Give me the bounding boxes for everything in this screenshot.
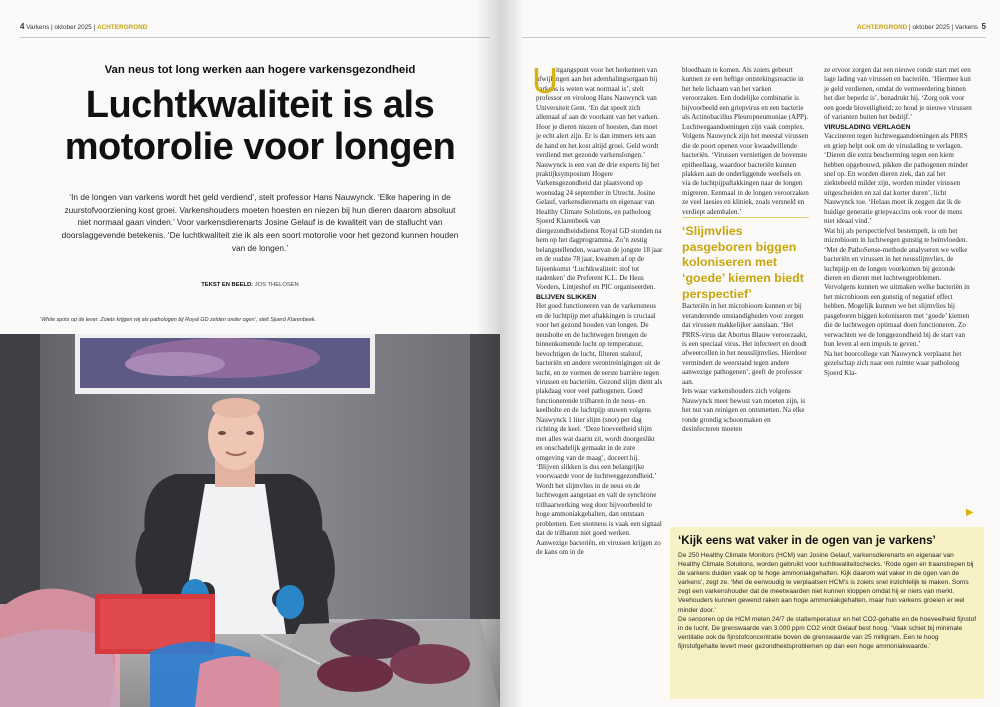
sidebar-box (670, 527, 984, 699)
body-paragraph: ze ervoor zorgen dat een nieuwe ronde start met een lage lading van virussen en bacteriën. ‘Hiermee kun je geld verdienen, omdat de vermeerdering binnen het dier beperkt is’, benadrukt hij. ‘Zorg ook voor een goede bioveiligheid; zo houd je nieuwe virussen of varianten buiten het bedrijf.’ (824, 66, 972, 122)
body-paragraph: Het goed functioneren van de varkensneus en de luchtpijp met aftakkingen is cruciaal voor het gezond houden van longen. De neusholte en de luchtwegen brengen de binnenkomende lucht op temperatuur, bevochtigen de lucht, filteren stalstof, bacteriën en andere verontreinigingen uit de lucht, en ze vormen de eerste barrière tegen virussen en bacteriën. Gezond slijm dient als plakdaag voor veel pathogenen. Goed functionerende trilharen in de neus- en keelholte en de luchtpijp stuwen volgens Nauwynck 1 liter slijm (snot) per dag richting de keel. ‘Deze hoeveelheid slijm met alles wat daarin zit, wordt doorgeslikt en onschadelijk gemaakt in de zure omgeving van de maag’, doceert hij. ‘Blijven slikken is dus een belangrijke voorwaarde voor de luchtweggezondheid.’ (536, 302, 663, 481)
page-number: 5 (981, 22, 986, 31)
article-credit (0, 282, 500, 288)
headline-line1-rest: is als (332, 84, 435, 126)
body-column-1 (532, 60, 663, 558)
body-paragraph: Nauwynck is een van de drie experts bij het praktijksymposium Hogere Varkensgezondheid dat plaatsvond op woensdag 24 september in Utrecht. Josine Gelauf, varkensdierenarts en eigenaar van Healthy Climate Solutions, en patholoog Sjoerd Klarenbeek van diergezondheidsdienst Royal GD stonden na hem op het dagprogramma. Zo’n zestig belangstellenden, waarvan de jongste 18 jaar en de oudste 78 jaar, kwamen af op de bijeenkomst ‘Luchtkwaliteit: stof tot nadenken’ die Preferent K.L. De Heus Voeders, Lintjeshof en PIC organiseerden. (536, 160, 663, 292)
photo-illustration (0, 334, 500, 707)
header-rule (20, 37, 490, 38)
continue-arrow-icon: ▶ (966, 507, 974, 518)
section-label: ACHTERGROND (96, 24, 148, 31)
drop-cap: U (532, 60, 558, 101)
page-folio-left (20, 22, 147, 31)
sidebar-box-paragraph: De 250 Healthy Climate Monitors (HCM) van Josine Gelauf, varkensdierenarts en eigenaar van Healthy Climate Solutions, worden gebruikt voor luchtkwaliteitschecks. ‘Rode ogen en traanstrepen bij de varkens duiden vaak op te hoge ammoniakgehalten. Kijk daarom wat vaker in de ogen van de varkens’, zegt ze. ‘Met de eenvoudig te verplaatsen HCM’s is zoiets snel inzichtelijk te maken. Soms zegt een varkenshouder dat de meetwaarden niet kunnen kloppen omdat hij er niets van merkt. Veehouders kunnen gewend raken aan hoge ammoniakgehalten, maar hun varkens groeien er wel minder door.’ (678, 552, 974, 614)
magazine-name: Varkens (955, 24, 978, 31)
article-intro: ‘In de longen van varkens wordt het geld verdiend’, stelt professor Hans Nauwynck. ‘Elke hapering in de zuurstofvoorziening kost groei. Varkenshouders moeten hoesten en niezen bij hun dieren daarom absoluut niet normaal gaan vinden.’ Voor varkensdierenarts Josine Gelauf is de kwaliteit van de stallucht van doorslaggevende betekenis. ‘De luchtkwaliteit zie ik als een soort motorolie voor het gezond kunnen houden van de longen.’ (61, 192, 459, 253)
body-paragraph: Vaccineren tegen luchtwegaandoeningen als PRRS en griep helpt ook om de viruslading te verlagen. ‘Dieren die extra bescherming tegen een kiem hebben opgebouwd, pikken die pathogenen minder snel op. En worden dieren ziek, dan zal het ziektebeeld milder zijn, worden minder virussen uitgescheiden en zal dat korter duren’, licht Nauwynck toe. ‘Helaas moet ik zeggen dat ik de huidige generatie griepvaccins ook voor de mens niet ideaal vind.’ (824, 132, 969, 226)
issue-date: | oktober 2025 | (907, 24, 956, 31)
spine-shadow-right (500, 0, 524, 707)
body-paragraph: Bacteriën in het microbioom kunnen er bij veranderende omstandigheden voor zorgen dat virussen makkelijker aanslaan. ‘Het PRRS-virus dat Abortus Blauw veroorzaakt, is een speciaal virus. Het infecteert en doodt afweercellen in het neusslijmvlies. Hierdoor vermindert de weerstand tegen andere aanwezige pathogenen’, geeft de professor aan. (682, 302, 808, 386)
body-paragraph: Wat hij als perspectiefvol bestempelt, is om het microbioom in luchtwegen gunstig te beïnvloeden. ‘Met de PathoSense-methode analyseren we welke bacteriën en virussen in het neusslijmvlies, de luchtpijp en de longen voorkomen bij gezonde dieren en dieren met luchtwegproblemen. Vervolgens kunnen we uitmaken welke bacteriën in het microbioom een gunstig of negatief effect hebben. Mogelijk kunnen we het slijmvlies bij pasgeboren biggen koloniseren met ‘goede’ kiemen die de luchtwegen optimaal doen functioneren. Zo verwachten we de longgezondheid bij de start van hun leven al een impuls te geven.’ (824, 226, 970, 349)
section-label: ACHTERGROND (856, 24, 908, 31)
body-paragraph: Luchtwegaandoeningen zijn vaak complex. Volgens Nauwynck zijn het meestal virussen die de poort openen voor kwaadwillende bacteriën. ‘Virussen vernietigen de bovenste epitheellaag, waardoor bacteriën kunnen plakken aan de onderliggende weefsels en via de luchtpijpaftakkingen naar de longen migreren. Eenmaal in de longen veroorzaken ze veel laesies en kliniek, zoals versneld en verdiept ademhalen.’ (682, 122, 809, 216)
sidebar-box-paragraph: De sensoren op de HCM meten 24/7 de staltemperatuur en het CO2-gehalte en de hoeveelheid fijnstof in de lucht. De grenswaarde van 3.000 ppm CO2 vindt Gelauf best hoog. ‘Vaak schiet bij minimale ventilatie ook de fijnstofconcentratie boven de grenswaarde van 25 milligram. Een te hoog fijnstofgehalte levert meer gezondheidsproblemen op dan een hoge ammoniakwaarde.’ (678, 615, 977, 650)
body-column-3 (824, 66, 974, 378)
section-subhead: VIRUSLADING VERLAGEN (824, 123, 911, 131)
headline-emphasis: Luchtkwaliteit (85, 84, 333, 126)
body-column-2 (682, 66, 809, 435)
photo-caption: ‘White spots op de lever. Zoiets krijgen wij als pathologen bij Royal GD zelden onder ogen’, stelt Sjoerd Klarenbeek. (40, 317, 317, 323)
article-kicker: Van neus tot long werken aan hogere varkensgezondheid (104, 64, 416, 76)
header-rule (522, 37, 986, 38)
sidebar-box-title: ‘Kijk eens wat vaker in de ogen van je varkens’ (678, 534, 936, 547)
pull-quote: ‘Slijmvlies pasgeboren biggen koloniseren met ‘goede’ kiemen biedt perspectief’ (682, 217, 809, 302)
section-subhead: BLIJVEN SLIKKEN (536, 293, 597, 301)
headline-line2: motorolie voor longen (64, 126, 456, 168)
body-paragraph: itgangspunt voor het herkennen van afwijkingen aan het ademhalingsorgaan bij varkens is weten wat normaal is’, stelt professor en viroloog Hans Nauwynck van Universiteit Gent. ‘En dat speelt zich allemaal af aan de voorkant van het varken. Hoor je dieren niezen of hoesten, dan moet je echt alert zijn. Er is dan immers iets aan de hand en het kost altijd groei. Geld wordt verdiend met gezonde varkenslongen.’ (536, 66, 659, 160)
body-paragraph: Iets waar varkenshouders zich volgens Nauwynck meer bewust van moeten zijn, is het nut van reinigen en ontsmetten. Na elke ronde grondig schoonmaken en desinfecteren moeten (682, 387, 806, 434)
page-folio-right (857, 22, 986, 31)
body-paragraph: bloedbaan te komen. Als zoiets gebeurt kunnen ze een heftige ontstekingsreactie in het hele lichaam van het varken veroorzaken. Een dodelijke combinatie is bijvoorbeeld een griepvirus en een bacterie als Actinobacillus Pleuropneumoniae (APP). (682, 66, 809, 122)
magazine-name: Varkens (26, 24, 50, 31)
body-paragraph: Na het boorcollege van Nauwynck verplaatst het gezelschap zich naar een ruimte waar patholoog Sjoerd Kla- (824, 349, 962, 377)
body-paragraph: Wordt het slijmvlies in de neus en de luchtwegen aangetast en valt de synchrone trilhaarwerking weg door bijvoorbeeld te hoge ammoniakgehalten, dan ontstaan problemen. Een snotneus is vaak een signaal dat de trilharen niet goed werken. Aanwezige bacteriën, en virussen krijgen zo de kans om in de (536, 481, 662, 557)
credit-label: TEKST EN BEELD: (201, 282, 254, 288)
article-headline (30, 84, 490, 168)
article-photo (0, 334, 500, 707)
page-number: 4 (20, 22, 25, 31)
issue-date: | oktober 2025 | (50, 24, 96, 31)
credit-name: JOS THELOSEN (253, 282, 299, 288)
